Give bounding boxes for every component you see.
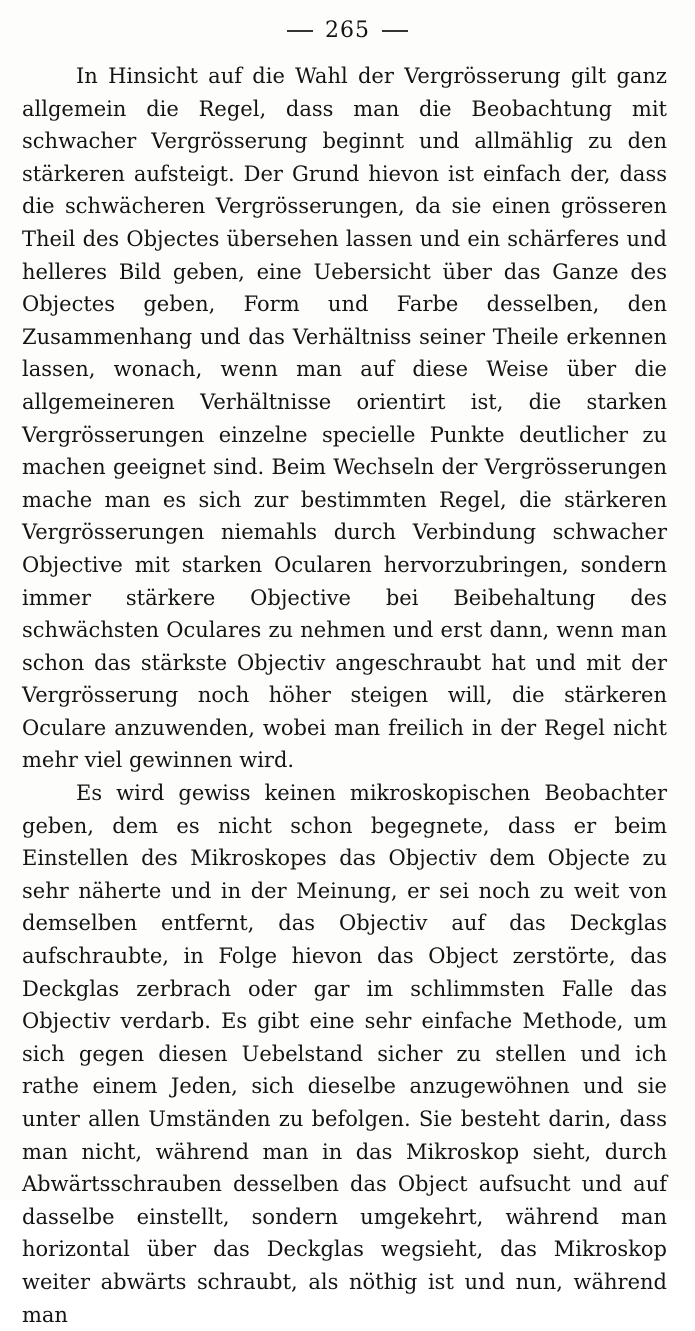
header-dash-left [287, 30, 313, 32]
header-dash-right [382, 30, 408, 32]
page-number: 265 [325, 18, 370, 43]
page-body [22, 60, 667, 1331]
paragraph: In Hinsicht auf die Wahl der Vergrösserung gilt ganz allgemein die Regel, dass man die Beobachtung mit schwacher Vergrösserung beginnt und allmählig zu den stärkeren aufsteigt. Der Grund hievon ist einfach der, dass die schwächeren Vergrösserungen, da sie einen grösseren Theil des Objectes übersehen lassen und ein schärferes und helleres Bild geben, eine Uebersicht über das Ganze des Objectes geben, Form und Farbe desselben, den Zusammenhang und das Verhältniss seiner Theile erkennen lassen, wonach, wenn man auf diese Weise über die allgemeineren Verhältnisse orientirt ist, die starken Vergrösserungen einzelne specielle Punkte deutlicher zu machen geeignet sind. Beim Wechseln der Vergrösserungen mache man es sich zur bestimmten Regel, die stärkeren Vergrösserungen niemahls durch Verbindung schwacher Objective mit starken Ocularen hervorzubringen, sondern immer stärkere Objective bei Beibehaltung des schwächsten Oculares zu nehmen und erst dann, wenn man schon das stärkste Objectiv angeschraubt hat und mit der Vergrösserung noch höher steigen will, die stärkeren Oculare anzuwenden, wobei man freilich in der Regel nicht mehr viel gewinnen wird. [22, 64, 667, 773]
paragraph: Es wird gewiss keinen mikroskopischen Beobachter geben, dem es nicht schon begegnete, dass er beim Einstellen des Mikroskopes das Objectiv dem Objecte zu sehr näherte und in der Meinung, er sei noch zu weit von demselben entfernt, das Objectiv auf das Deckglas aufschraubte, in Folge hievon das Object zerstörte, das Deckglas zerbrach oder gar im schlimmsten Falle das Objectiv verdarb. Es gibt eine sehr einfache Methode, um sich gegen diesen Uebelstand sicher zu stellen und ich rathe einem Jeden, sich dieselbe anzugewöhnen und sie unter allen Umständen zu befolgen. Sie besteht darin, dass man nicht, während man in das Mikroskop sieht, durch Abwärtsschrauben desselben das Object aufsucht und auf dasselbe einstellt, sondern umgekehrt, während man horizontal über das Deckglas wegsieht, das Mikroskop weiter abwärts schraubt, als nöthig ist und nun, während man [22, 781, 667, 1327]
page-header [0, 16, 695, 46]
